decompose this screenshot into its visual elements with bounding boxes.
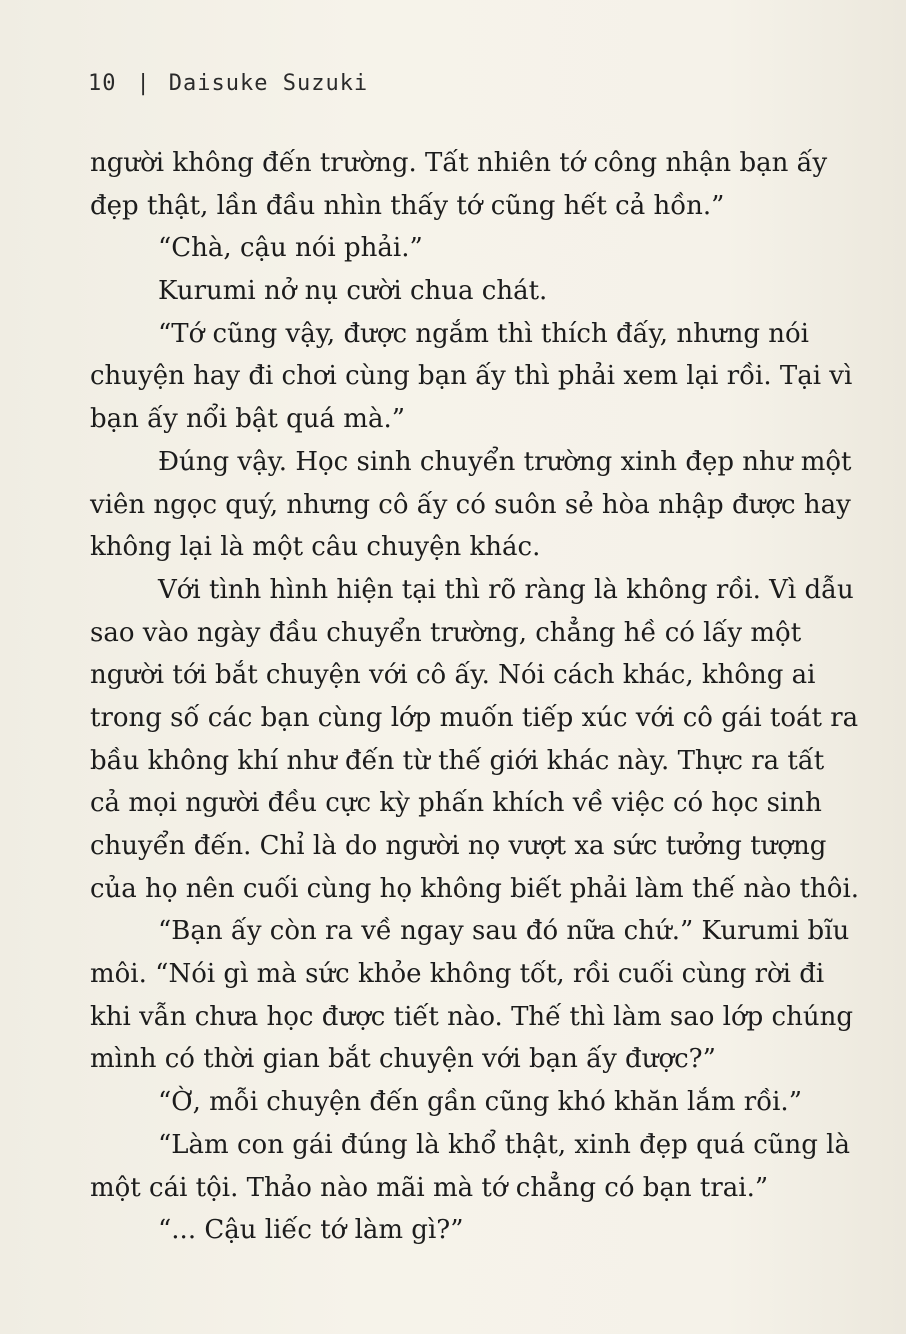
text-line: sao vào ngày đầu chuyển trường, chẳng hề có lấy một (90, 617, 802, 648)
text-line: viên ngọc quý, nhưng cô ấy có suôn sẻ hòa nhập được hay (90, 489, 851, 520)
text-line: “Làm con gái đúng là khổ thật, xinh đẹp quá cũng là (158, 1129, 850, 1160)
text-line: chuyển đến. Chỉ là do người nọ vượt xa sức tưởng tượng (90, 831, 827, 861)
text-line: không lại là một câu chuyện khác. (90, 532, 541, 563)
text-line: chuyện hay đi chơi cùng bạn ấy thì phải xem lại rồi. Tại vì (90, 361, 853, 392)
text-line: “Tớ cũng vậy, được ngắm thì thích đấy, nhưng nói (158, 318, 809, 349)
text-line: Đúng vậy. Học sinh chuyển trường xinh đẹp như một (158, 446, 852, 477)
text-line: “Ờ, mỗi chuyện đến gần cũng khó khăn lắm rồi.” (158, 1087, 802, 1118)
text-line: môi. “Nói gì mà sức khỏe không tốt, rồi cuối cùng rời đi (90, 959, 825, 990)
text-line: đẹp thật, lần đầu nhìn thấy tớ cũng hết cả hồn.” (90, 190, 725, 221)
text-line: bạn ấy nổi bật quá mà.” (90, 404, 405, 435)
running-header (88, 66, 368, 100)
text-line: trong số các bạn cùng lớp muốn tiếp xúc với cô gái toát ra (90, 702, 859, 733)
header-separator: | (136, 70, 151, 96)
text-line: Kurumi nở nụ cười chua chát. (158, 276, 548, 307)
text-line: “Bạn ấy còn ra về ngay sau đó nữa chứ.” Kurumi bĩu (158, 916, 850, 947)
text-line: người tới bắt chuyện với cô ấy. Nói cách khác, không ai (90, 660, 816, 691)
text-line: bầu không khí như đến từ thế giới khác này. Thực ra tất (90, 745, 825, 776)
text-line: “Chà, cậu nói phải.” (158, 233, 423, 264)
page-number: 10 (88, 70, 117, 96)
text-line: một cái tội. Thảo nào mãi mà tớ chẳng có bạn trai.” (90, 1172, 769, 1203)
text-line: Với tình hình hiện tại thì rõ ràng là không rồi. Vì dẫu (158, 574, 854, 605)
author-name: Daisuke Suzuki (168, 70, 369, 96)
text-line: cả mọi người đều cực kỳ phấn khích về việc có học sinh (90, 788, 822, 819)
text-line: của họ nên cuối cùng họ không biết phải làm thế nào thôi. (90, 873, 860, 904)
body-text (90, 142, 890, 1252)
text-line: khi vẫn chưa học được tiết nào. Thế thì làm sao lớp chúng (90, 1001, 854, 1032)
text-line: “... Cậu liếc tớ làm gì?” (158, 1215, 464, 1246)
text-line: mình có thời gian bắt chuyện với bạn ấy được?” (90, 1044, 716, 1075)
text-line: người không đến trường. Tất nhiên tớ công nhận bạn ấy (90, 148, 828, 178)
